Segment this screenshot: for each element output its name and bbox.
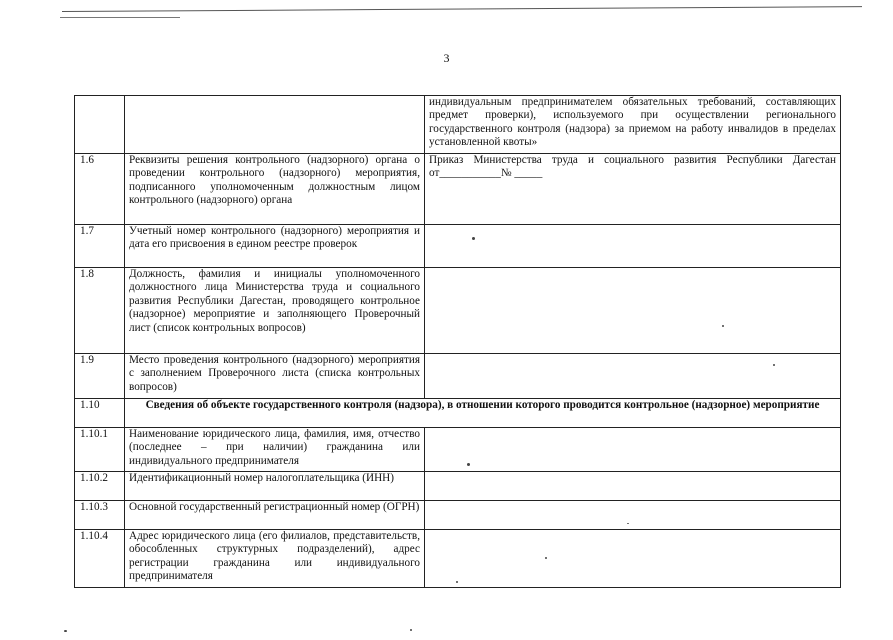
table-row: [75, 354, 841, 399]
scan-speck: [472, 237, 475, 240]
scan-speck: [545, 557, 547, 559]
row-number: 1.9: [75, 354, 125, 399]
scan-top-rule: [62, 6, 862, 12]
scan-speck: [627, 523, 629, 524]
row-value: [425, 225, 841, 268]
section-row: [75, 399, 841, 428]
table-row: [75, 428, 841, 472]
row-label: Адрес юридического лица (его филиалов, представительств, обособленных структурных подразделений), адрес регистрации гражданина или индивидуального предпринимателя: [125, 530, 425, 588]
row-label: Учетный номер контрольного (надзорного) мероприятия и дата его присвоения в едином реестре проверок: [125, 225, 425, 268]
page-number: 3: [443, 51, 450, 65]
row-number: 1.8: [75, 268, 125, 354]
scan-speck: [64, 630, 67, 632]
row-number: 1.10.1: [75, 428, 125, 472]
row-label: [125, 96, 425, 154]
table-row: [75, 268, 841, 354]
row-number: [75, 96, 125, 154]
row-value: [425, 530, 841, 588]
scan-speck: [722, 325, 724, 327]
row-value: [425, 428, 841, 472]
scan-speck: [410, 629, 412, 631]
row-value: индивидуальным предпринимателем обязательных требований, составляющих предмет проверки), используемого при осуществлении регионального государственного контроля (надзора) за приемом на работу инвалидов в пределах установленной квоты»: [425, 96, 841, 154]
scan-top-rule-short: [60, 17, 180, 18]
scan-speck: [456, 581, 458, 583]
table-row: [75, 154, 841, 225]
checklist-table: [74, 95, 841, 588]
scan-speck: [773, 364, 775, 366]
row-number: 1.10.3: [75, 501, 125, 530]
table-row: [75, 96, 841, 154]
row-number: 1.10.4: [75, 530, 125, 588]
section-number: 1.10: [75, 399, 125, 428]
row-number: 1.6: [75, 154, 125, 225]
table-row: [75, 530, 841, 588]
row-number: 1.7: [75, 225, 125, 268]
row-label: Наименование юридического лица, фамилия, имя, отчество (последнее – при наличии) гражданина или индивидуального предпринимателя: [125, 428, 425, 472]
table-row: [75, 225, 841, 268]
table-row: [75, 472, 841, 501]
row-value: [425, 501, 841, 530]
row-label: Основной государственный регистрационный номер (ОГРН): [125, 501, 425, 530]
row-label: Идентификационный номер налогоплательщика (ИНН): [125, 472, 425, 501]
row-label: Место проведения контрольного (надзорного) мероприятия с заполнением Проверочного листа (списка контрольных вопросов): [125, 354, 425, 399]
scan-speck: [467, 463, 470, 466]
row-number: 1.10.2: [75, 472, 125, 501]
row-value: [425, 472, 841, 501]
row-label: Реквизиты решения контрольного (надзорного) органа о проведении контрольного (надзорного) мероприятия, подписанного уполномоченным должностным лицом контрольного (надзорного) органа: [125, 154, 425, 225]
row-label: Должность, фамилия и инициалы уполномоченного должностного лица Министерства труда и социального развития Республики Дагестан, проводящего контрольное (надзорное) мероприятие и заполняющего Проверочный лист (список контрольных вопросов): [125, 268, 425, 354]
row-value: [425, 268, 841, 354]
row-value: [425, 354, 841, 399]
row-value: Приказ Министерства труда и социального развития Республики Дагестан от___________№ _____: [425, 154, 841, 225]
table-row: [75, 501, 841, 530]
section-title: Сведения об объекте государственного контроля (надзора), в отношении которого проводится контрольное (надзорное) мероприятие: [125, 399, 841, 428]
